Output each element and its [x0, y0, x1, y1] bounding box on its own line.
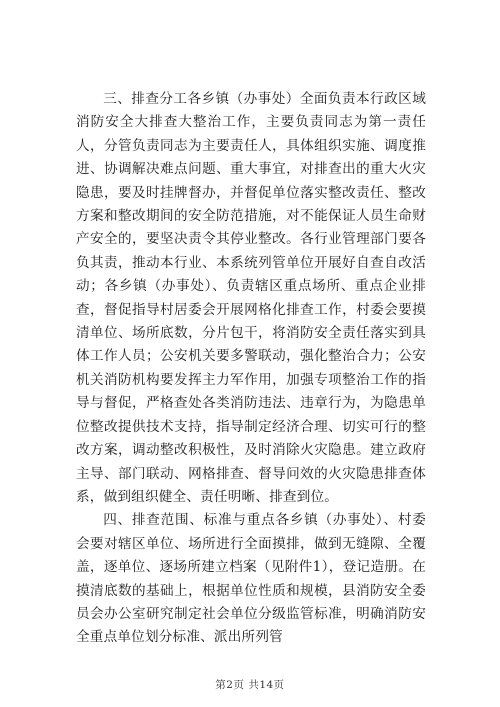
- page-footer: 第2页 共14页: [215, 679, 285, 691]
- paragraph-scope-and-standards: 四、排查范围、标准与重点各乡镇（办事处）、村委会要对辖区单位、场所进行全面摸排，做到无缝隙、全覆盖，逐单位、逐场所建立档案（见附件1），登记造册。在摸清底数的基础上，根据单位性质和规模，县消防安全委员会办公室研究制定社会单位分级监管标准，明确消防安全重点单位划分标准、派出所列管: [76, 512, 426, 646]
- document-body: [76, 88, 426, 650]
- paragraph-division-of-duties: 三、排查分工各乡镇（办事处）全面负责本行政区域消防安全大排查大整治工作，主要负责同志为第一责任人，分管负责同志为主要责任人，具体组织实施、调度推进、协调解决难点问题、重大事宜，对排查出的重大火灾隐患，要及时挂牌督办，并督促单位落实整改责任、整改方案和整改期间的安全防范措施，对不能保证人员生命财产安全的，要坚决责令其停业整改。各行业管理部门要各负其责，推动本行业、本系统列管单位开展好自查自改活动；各乡镇（办事处）、负责辖区重点场所、重点企业排查，督促指导村居委会开展网格化排查工作，村委会要摸清单位、场所底数，分片包干，将消防安全责任落实到具体工作人员；公安机关要多警联动，强化整治合力；公安机关消防机构要发挥主力军作用，加强专项整治工作的指导与督促，严格查处各类消防违法、违章行为，为隐患单位整改提供技术支持，指导制定经济合理、切实可行的整改方案，调动整改积极性，及时消除火灾隐患。建立政府主导、部门联动、网格排查、督导问效的火灾隐患排查体系，做到组织健全、责任明晰、排查到位。: [76, 91, 426, 505]
